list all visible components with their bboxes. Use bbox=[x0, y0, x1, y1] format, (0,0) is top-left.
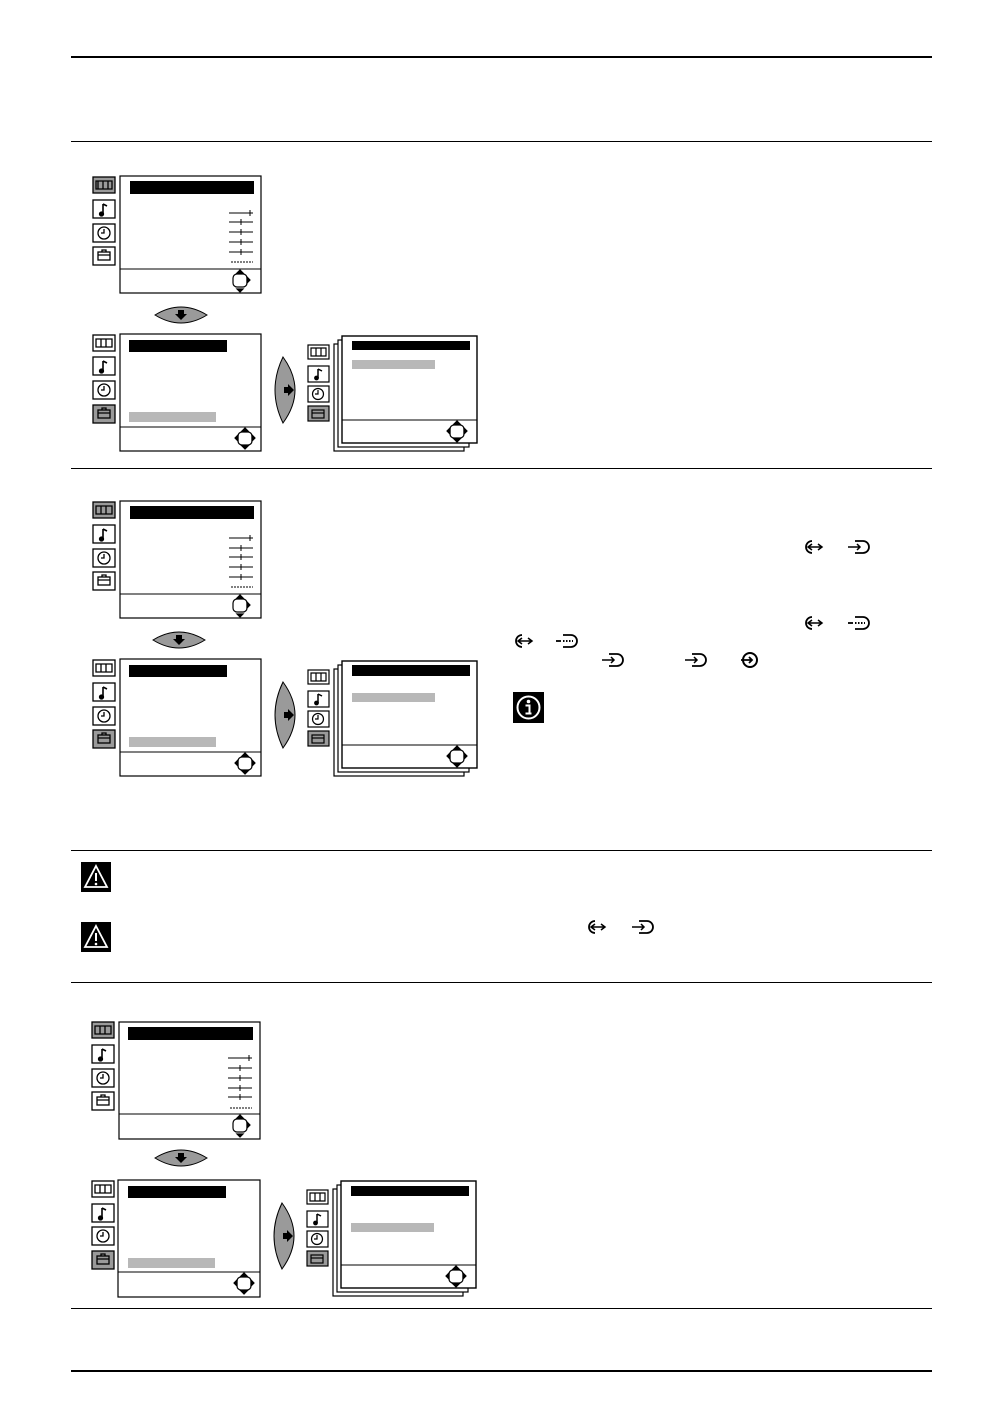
section-divider bbox=[71, 1308, 932, 1309]
rgb-input-icon bbox=[554, 632, 580, 650]
section-2-diagram bbox=[88, 495, 488, 785]
av-input-output-icon bbox=[802, 538, 830, 556]
menu-title-bar bbox=[130, 181, 254, 194]
av-input-output-icon bbox=[512, 632, 540, 650]
down-arrow-button bbox=[155, 307, 207, 323]
warning-icon bbox=[81, 862, 111, 892]
section-divider bbox=[71, 850, 932, 851]
av-input-icon bbox=[683, 651, 709, 669]
info-icon bbox=[513, 692, 544, 723]
av-input-icon bbox=[846, 538, 872, 556]
section-3-diagram bbox=[88, 1015, 488, 1305]
section-1-diagram bbox=[88, 170, 488, 460]
menu-tabs bbox=[93, 177, 115, 265]
rgb-input-icon bbox=[846, 614, 872, 632]
av-input-output-icon bbox=[585, 918, 613, 936]
warning-icon bbox=[81, 922, 111, 952]
sound-tab-icon bbox=[93, 200, 115, 218]
av-input-circle-icon bbox=[738, 650, 760, 670]
av-input-icon bbox=[600, 651, 626, 669]
av-input-icon bbox=[630, 918, 656, 936]
bottom-rule bbox=[71, 1370, 932, 1372]
top-rule bbox=[71, 56, 932, 58]
section-divider bbox=[71, 982, 932, 983]
right-arrow-button bbox=[275, 357, 295, 423]
section-divider bbox=[71, 468, 932, 469]
section-divider bbox=[71, 141, 932, 142]
av-input-output-icon bbox=[802, 614, 830, 632]
